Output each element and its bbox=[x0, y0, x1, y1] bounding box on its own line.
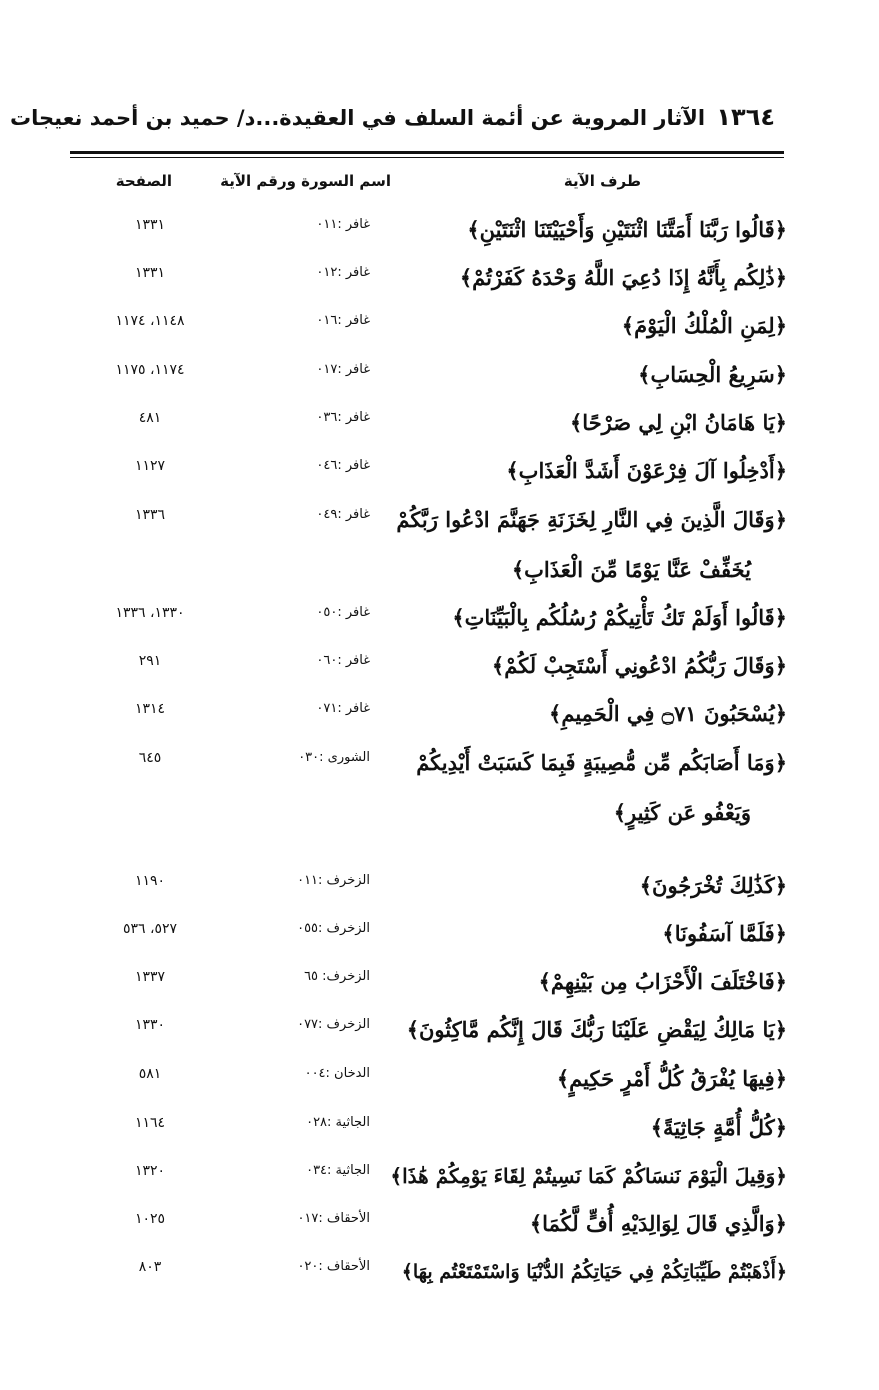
table-row bbox=[0, 261, 879, 307]
verse-text: ﴿يَا هَامَانُ ابْنِ لِي صَرْحًا﴾ bbox=[569, 410, 787, 435]
surah-reference: الزخرف :٠٧٧ bbox=[297, 1017, 370, 1032]
book-title: الآثار المروية عن أئمة السلف في العقيدة...د/ حميد بن أحمد نعيجات bbox=[10, 106, 706, 130]
verse-text: ﴿وَقَالَ رَبُّكُمُ ادْعُونِي أَسْتَجِبْ لَكُمْ﴾ bbox=[491, 653, 787, 678]
table-row bbox=[0, 358, 879, 404]
surah-reference: الزخرف: ٦٥ bbox=[304, 969, 370, 984]
table-row bbox=[0, 1159, 879, 1205]
verse-text: ﴿يُسْحَبُونَ ۝٧١ فِي الْحَمِيمِ﴾ bbox=[549, 701, 787, 726]
page-reference: ١٣٣١ bbox=[134, 265, 166, 281]
table-row bbox=[0, 503, 879, 549]
verse-text: ﴿لِمَنِ الْمُلْكُ الْيَوْمَ﴾ bbox=[621, 313, 787, 338]
table-row bbox=[0, 1062, 879, 1108]
surah-reference: الأحقاف :٠٢٠ bbox=[297, 1259, 370, 1274]
header-rule-thin bbox=[70, 157, 784, 158]
verse-text: ﴿يَا مَالِكُ لِيَقْضِ عَلَيْنَا رَبُّكَ قَالَ إِنَّكُم مَّاكِثُونَ﴾ bbox=[406, 1017, 787, 1042]
table-row bbox=[0, 1255, 879, 1301]
verse-text: ﴿أَذْهَبْتُمْ طَيِّبَاتِكُمْ فِي حَيَاتِكُمُ الدُّنْيَا وَاسْتَمْتَعْتُم بِهَا﴾ bbox=[401, 1261, 787, 1283]
column-header-verse: طرف الآية bbox=[563, 172, 641, 190]
table-row bbox=[0, 454, 879, 500]
verse-text: ﴿فَلَمَّا آسَفُونَا﴾ bbox=[662, 921, 787, 946]
page-reference: ١٣٣٦ bbox=[134, 507, 166, 523]
verse-text: ﴿أَدْخِلُوا آلَ فِرْعَوْنَ أَشَدَّ الْعَذَابِ﴾ bbox=[506, 458, 787, 483]
verse-text: ﴿قَالُوا رَبَّنَا أَمَتَّنَا اثْنَتَيْنِ وَأَحْيَيْتَنَا اثْنَتَيْنِ﴾ bbox=[467, 217, 787, 242]
column-header-page: الصفحة bbox=[115, 172, 172, 190]
page-header bbox=[10, 103, 775, 131]
table-row bbox=[0, 649, 879, 695]
page-reference: ١٣٣٠، ١٣٣٦ bbox=[115, 605, 185, 621]
table-row-continuation bbox=[0, 553, 879, 599]
page-reference: ٥٢٧، ٥٣٦ bbox=[122, 921, 178, 937]
table-row bbox=[0, 1207, 879, 1253]
table-row bbox=[0, 309, 879, 355]
page-reference: ١٣٣٧ bbox=[134, 969, 166, 985]
header-rule-thick bbox=[70, 151, 784, 154]
verse-text: ﴿كُلُّ أُمَّةٍ جَاثِيَةً﴾ bbox=[650, 1115, 787, 1140]
surah-reference: غافر :٠٣٦ bbox=[316, 410, 370, 425]
verse-text: ﴿فِيهَا يُفْرَقُ كُلُّ أَمْرٍ حَكِيمٍ﴾ bbox=[556, 1066, 787, 1091]
page-reference: ١١٦٤ bbox=[134, 1115, 166, 1131]
page-reference: ٢٩١ bbox=[138, 653, 162, 669]
verse-text: ﴿وَالَّذِي قَالَ لِوَالِدَيْهِ أُفٍّ لَّكُمَا﴾ bbox=[529, 1211, 787, 1236]
table-row bbox=[0, 917, 879, 963]
page-reference: ١٣٢٠ bbox=[134, 1163, 166, 1179]
verse-text: ﴿فَاخْتَلَفَ الْأَحْزَابُ مِن بَيْنِهِمْ﴾ bbox=[538, 969, 787, 994]
surah-reference: غافر :٠٤٩ bbox=[316, 507, 370, 522]
surah-reference: غافر :٠١٢ bbox=[316, 265, 370, 280]
verse-text: ﴿سَرِيعُ الْحِسَابِ﴾ bbox=[638, 362, 787, 387]
table-row bbox=[0, 965, 879, 1011]
surah-reference: الشورى :٠٣٠ bbox=[298, 750, 370, 765]
verse-text: وَيَعْفُو عَن كَثِيرٍ﴾ bbox=[613, 800, 751, 825]
table-row bbox=[0, 213, 879, 259]
surah-reference: غافر :٠١٦ bbox=[316, 313, 370, 328]
surah-reference: غافر :٠٦٠ bbox=[316, 653, 370, 668]
surah-reference: غافر :٠١٧ bbox=[316, 362, 370, 377]
verse-text: ﴿كَذَٰلِكَ تُخْرَجُونَ﴾ bbox=[639, 873, 787, 898]
table-row bbox=[0, 1111, 879, 1157]
table-row bbox=[0, 869, 879, 915]
table-row bbox=[0, 406, 879, 452]
surah-reference: غافر :٠٥٠ bbox=[316, 605, 370, 620]
verse-text: ﴿ذَٰلِكُم بِأَنَّهُ إِذَا دُعِيَ اللَّهُ وَحْدَهُ كَفَرْتُمْ﴾ bbox=[459, 265, 787, 290]
table-row bbox=[0, 697, 879, 743]
verse-text: ﴿وَقَالَ الَّذِينَ فِي النَّارِ لِخَزَنَةِ جَهَنَّمَ ادْعُوا رَبَّكُمْ bbox=[396, 507, 787, 532]
page-number: ١٣٦٤ bbox=[716, 103, 775, 131]
surah-reference: الجاثية :٠٢٨ bbox=[306, 1115, 370, 1130]
table-row bbox=[0, 601, 879, 647]
table-row-continuation bbox=[0, 796, 879, 842]
surah-reference: غافر :٠٤٦ bbox=[316, 458, 370, 473]
page-reference: ١٠٢٥ bbox=[134, 1211, 166, 1227]
page-reference: ٤٨١ bbox=[138, 410, 162, 426]
page-reference: ١٣١٤ bbox=[134, 701, 166, 717]
surah-reference: الجاثية :٠٣٤ bbox=[306, 1163, 370, 1178]
page-reference: ١٣٣١ bbox=[134, 217, 166, 233]
table-row bbox=[0, 746, 879, 792]
surah-reference: الأحقاف :٠١٧ bbox=[297, 1211, 370, 1226]
page-reference: ٦٤٥ bbox=[138, 750, 162, 766]
page-reference: ١١٢٧ bbox=[134, 458, 166, 474]
surah-reference: الزخرف :٠٥٥ bbox=[297, 921, 370, 936]
page-reference: ١١٧٤، ١١٧٥ bbox=[115, 362, 185, 378]
page-reference: ١٣٣٠ bbox=[134, 1017, 166, 1033]
page-reference: ٨٠٣ bbox=[138, 1259, 162, 1275]
surah-reference: غافر :٠٧١ bbox=[316, 701, 370, 716]
surah-reference: الزخرف :٠١١ bbox=[297, 873, 370, 888]
verse-text: يُخَفِّفْ عَنَّا يَوْمًا مِّنَ الْعَذَابِ﴾ bbox=[511, 557, 751, 582]
verse-text: ﴿وَقِيلَ الْيَوْمَ نَنسَاكُمْ كَمَا نَسِيتُمْ لِقَاءَ يَوْمِكُمْ هَٰذَا﴾ bbox=[390, 1164, 787, 1188]
page-reference: ٥٨١ bbox=[138, 1066, 162, 1082]
surah-reference: غافر :٠١١ bbox=[316, 217, 370, 232]
column-header-surah: اسم السورة ورقم الآية bbox=[220, 172, 391, 190]
verse-text: ﴿قَالُوا أَوَلَمْ تَكُ تَأْتِيكُمْ رُسُلُكُم بِالْبَيِّنَاتِ﴾ bbox=[452, 605, 787, 630]
table-row bbox=[0, 1013, 879, 1059]
page-reference: ١١٤٨، ١١٧٤ bbox=[115, 313, 185, 329]
page-reference: ١١٩٠ bbox=[134, 873, 166, 889]
surah-reference: الدخان :٠٠٤ bbox=[304, 1066, 370, 1081]
verse-text: ﴿وَمَا أَصَابَكُم مِّن مُّصِيبَةٍ فَبِمَا كَسَبَتْ أَيْدِيكُمْ bbox=[416, 750, 787, 775]
